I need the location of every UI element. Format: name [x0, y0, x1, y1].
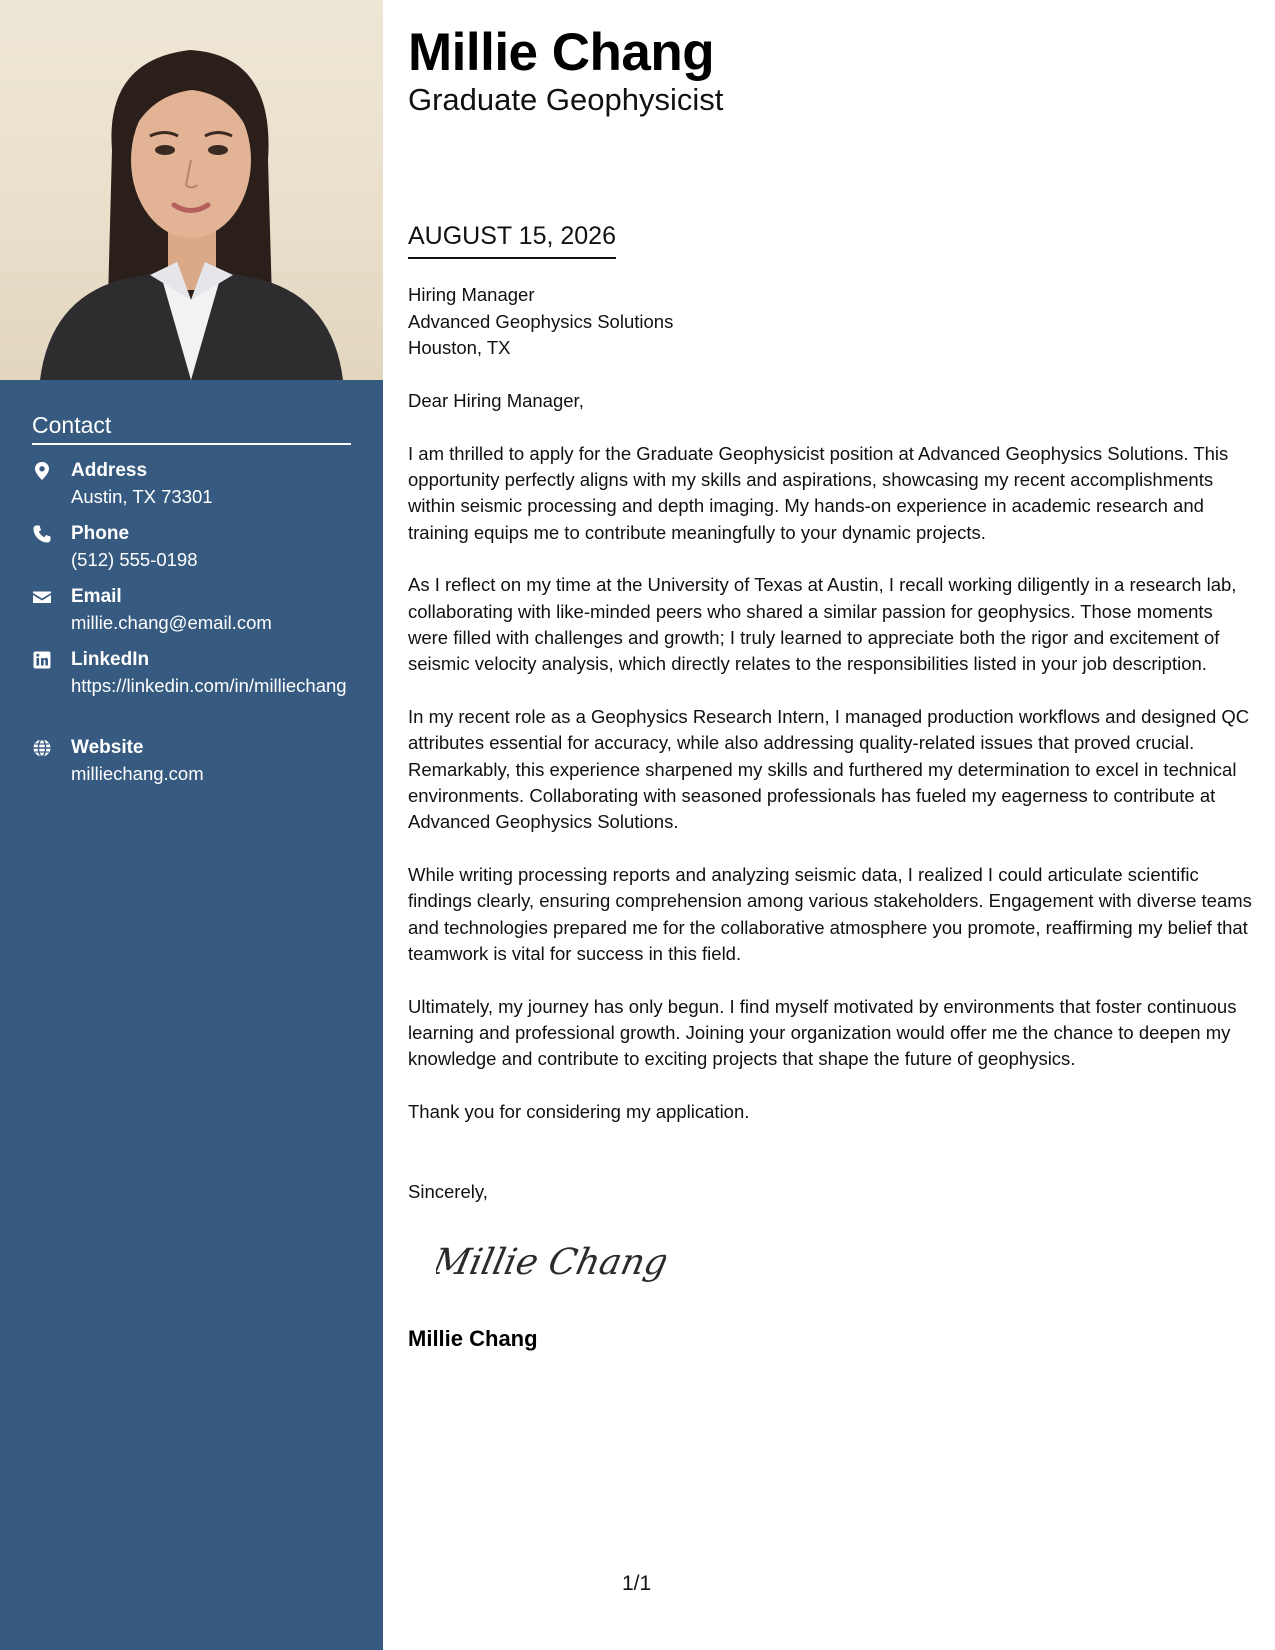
linkedin-label: LinkedIn	[71, 649, 150, 670]
applicant-name: Millie Chang	[408, 23, 715, 82]
paragraph: While writing processing reports and analyzing seismic data, I realized I could articulate scientific findings clearly, ensuring comprehension among various stakeholders. Engagement with diverse teams and technologies prepared me for the collaborative atmosphere you promote, reaffirming my belief that teamwork is vital for success in this field.	[408, 864, 1252, 965]
paragraph: I am thrilled to apply for the Graduate Geophysicist position at Advanced Geophysics Solutions. This opportunity perfectly aligns with my skills and aspirations, showcasing my recent accomplishments within seismic processing and depth imaging. My hands-on experience in academic research and training equips me to contribute meaningfully to your dynamic projects.	[408, 442, 1229, 543]
linkedin-value[interactable]: https://linkedin.com/in/milliechang	[71, 675, 347, 696]
closing: Sincerely,	[408, 1181, 488, 1202]
website-label: Website	[71, 737, 144, 758]
paragraph: In my recent role as a Geophysics Research Intern, I managed production workflows and designed QC attributes essential for accuracy, while also addressing quality-related issues that proved crucial. Remarkably, this experience sharpened my skills and furthered my determination to excel in technical environments. Collaborating with seasoned professionals has fueled my eagerness to contribute at Advanced Geophysics Solutions.	[408, 706, 1250, 833]
portrait-image	[0, 0, 383, 380]
address-label: Address	[71, 460, 148, 481]
applicant-title: Graduate Geophysicist	[408, 82, 724, 117]
paragraph: As I reflect on my time at the University of Texas at Austin, I recall working diligently in a research lab, collaborating with like-minded peers who shared a similar passion for geophysics. Those moments were filled with challenges and growth; I truly learned to appreciate both the rigor and excitement of seismic velocity analysis, which directly relates to the responsibilities listed in your job description.	[408, 574, 1237, 675]
recipient-line: Advanced Geophysics Solutions	[408, 310, 674, 332]
paragraph: Ultimately, my journey has only begun. I find myself motivated by environments that foster continuous learning and professional growth. Joining your organization would offer me the chance to deepen my knowledge and contribute to exciting projects that shape the future of geophysics.	[408, 995, 1237, 1070]
location-pin-icon	[32, 461, 54, 483]
salutation: Dear Hiring Manager,	[408, 390, 584, 411]
page-number: 1/1	[622, 1572, 652, 1595]
letter-text	[408, 388, 1253, 1152]
address-value: Austin, TX 73301	[71, 486, 213, 507]
letter-date: AUGUST 15, 2026	[408, 222, 616, 259]
recipient-block	[408, 282, 673, 362]
recipient-line: Houston, TX	[408, 337, 511, 358]
email-label: Email	[71, 586, 122, 607]
linkedin-icon	[32, 650, 54, 672]
sidebar	[0, 0, 383, 1650]
email-value[interactable]: millie.chang@email.com	[71, 612, 272, 633]
handwritten-signature	[436, 1232, 666, 1292]
phone-value: (512) 555-0198	[71, 549, 198, 570]
phone-label: Phone	[71, 523, 130, 544]
phone-icon	[32, 524, 54, 546]
signature-glyphs: Millie Chang	[436, 1240, 666, 1283]
profile-photo	[0, 0, 383, 380]
envelope-icon	[32, 587, 54, 609]
thank-you-line: Thank you for considering my application.	[408, 1101, 750, 1123]
signer-name: Millie Chang	[408, 1326, 538, 1351]
recipient-line: Hiring Manager	[408, 284, 535, 305]
contact-heading: Contact	[32, 412, 351, 445]
globe-icon	[32, 738, 54, 760]
website-value[interactable]: milliechang.com	[71, 763, 204, 784]
